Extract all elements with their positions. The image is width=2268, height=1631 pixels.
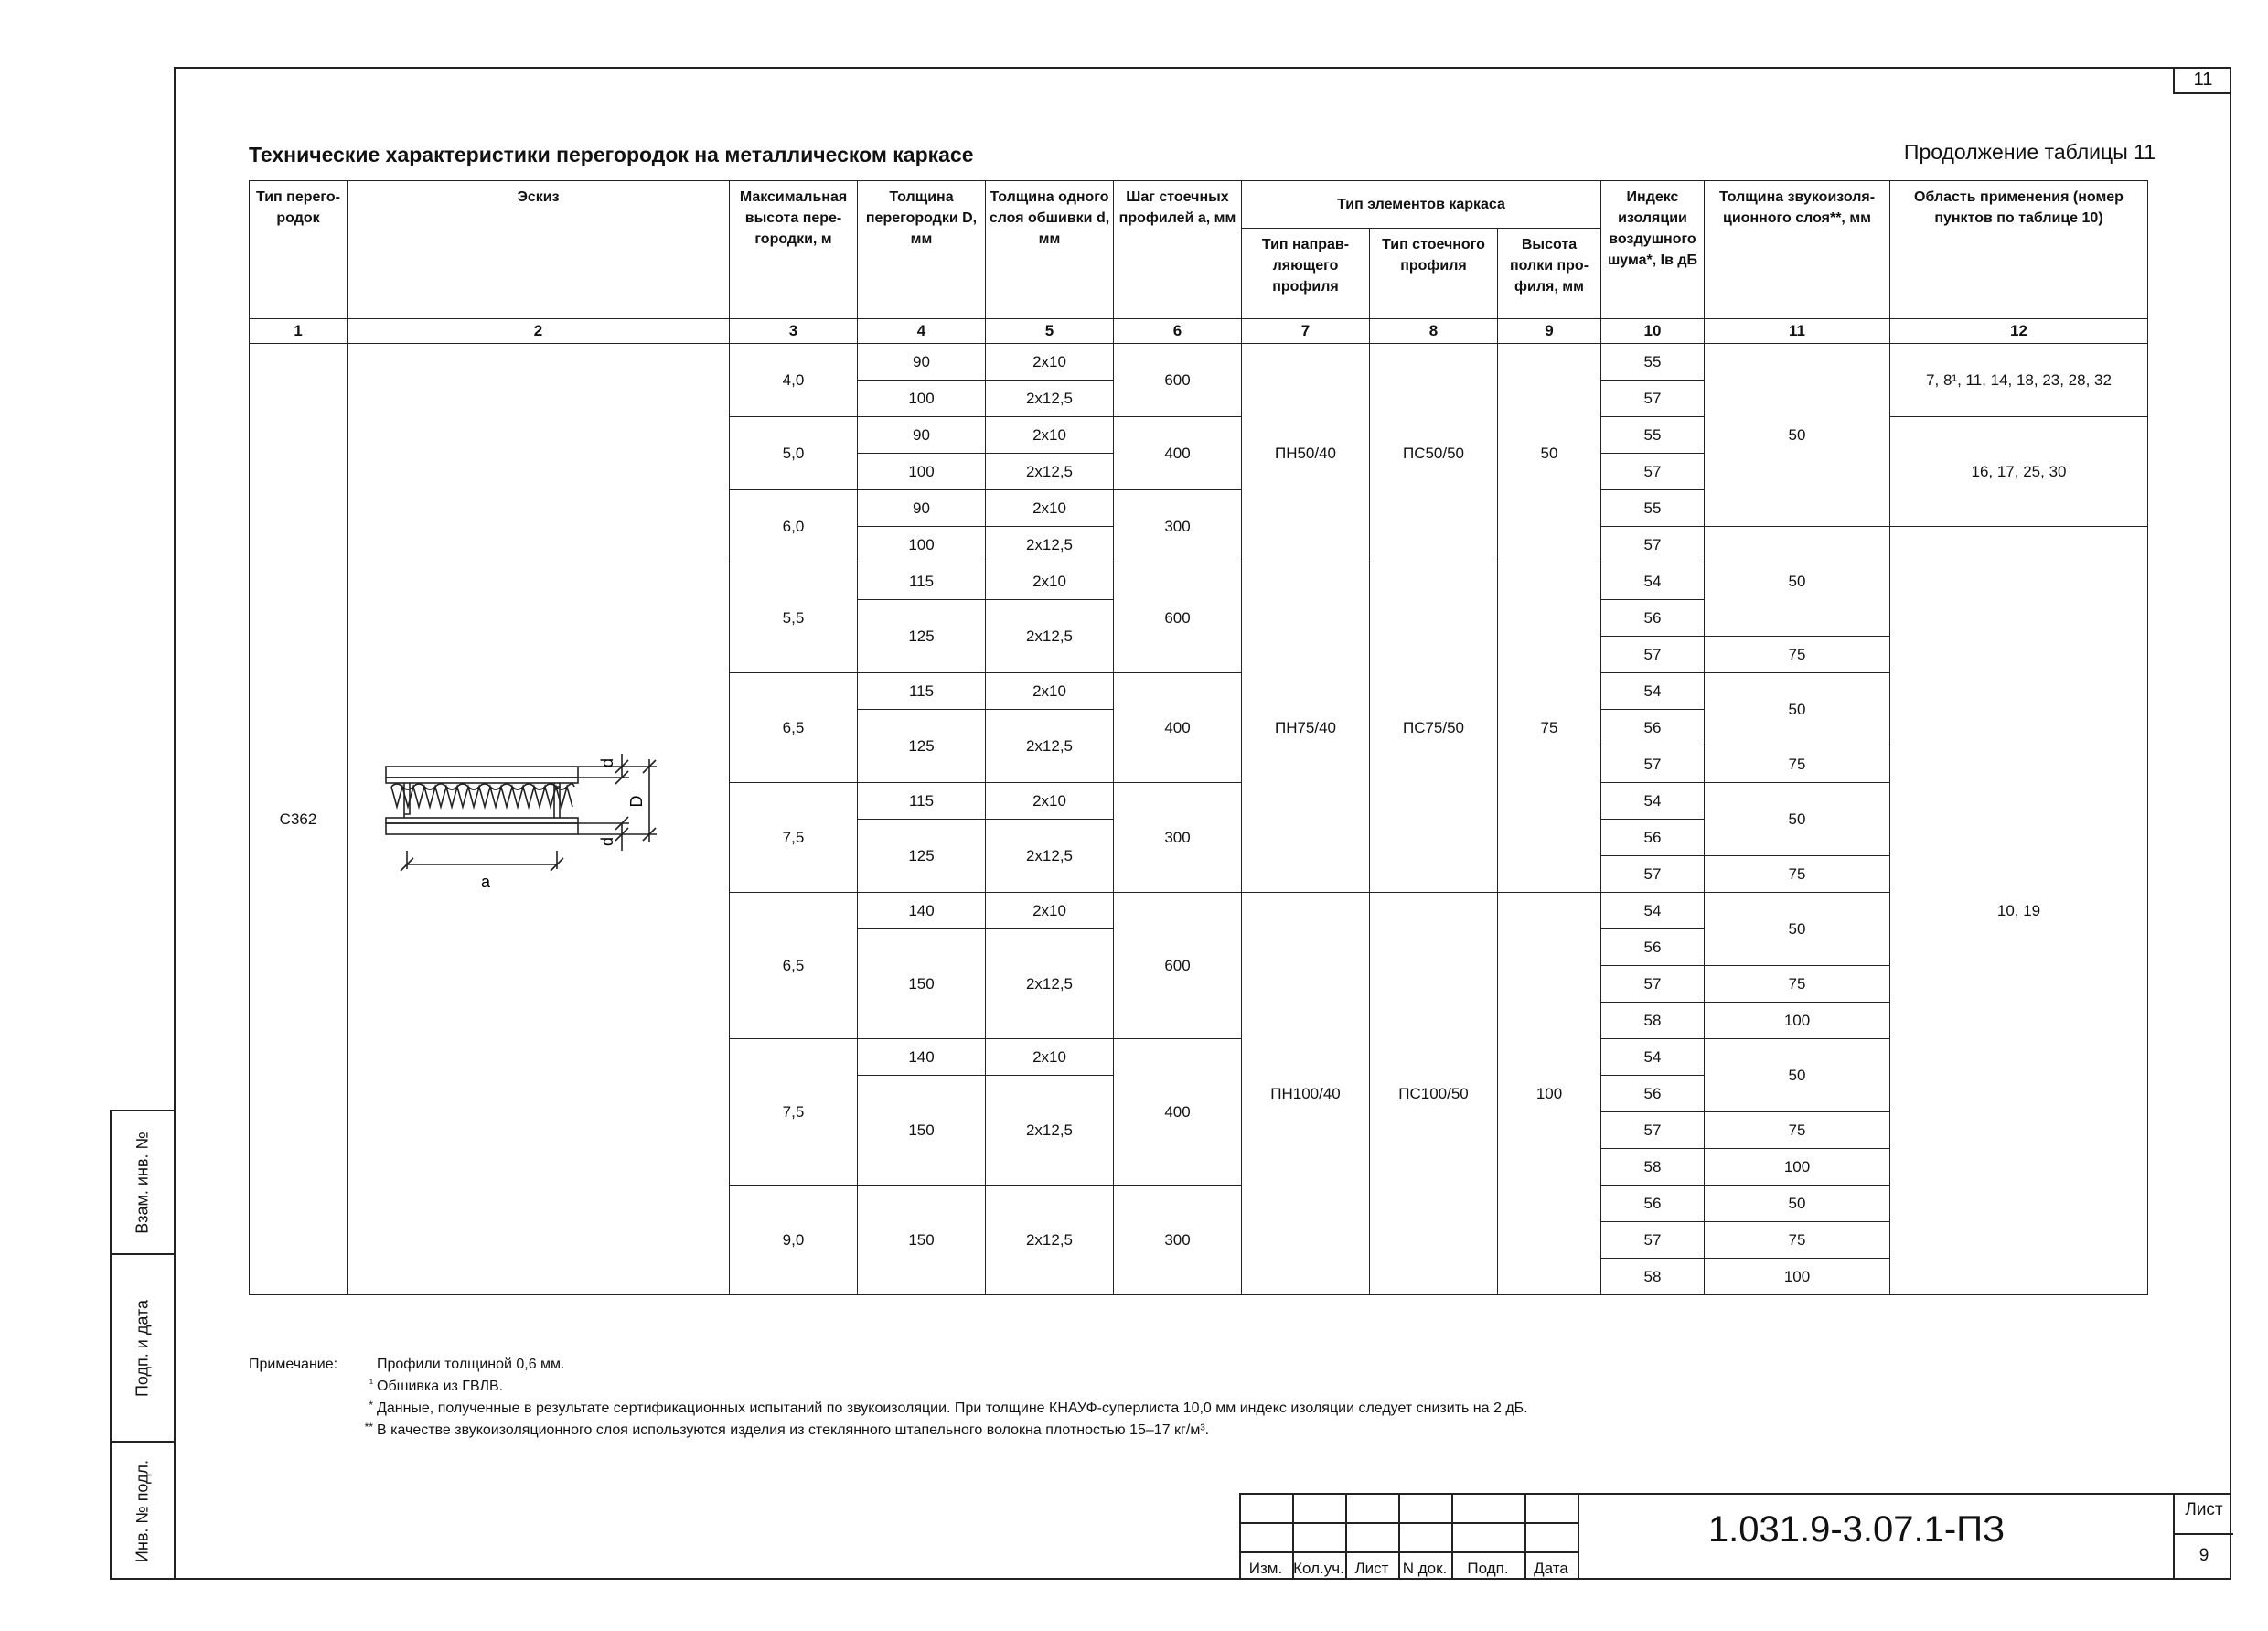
cell-flange: 100	[1498, 893, 1601, 1295]
cell-thickness: 100	[858, 454, 986, 490]
col-number: 2	[348, 319, 730, 344]
stamp-kol: Кол.уч.	[1293, 1560, 1344, 1577]
header-frame-elements: Тип элементов каркаса	[1242, 181, 1601, 229]
cell-insulation: 75	[1705, 1222, 1890, 1259]
cell-layer: 2х10	[986, 344, 1114, 381]
col-number: 12	[1890, 319, 2148, 344]
cell-insulation: 75	[1705, 1112, 1890, 1149]
cell-insulation: 100	[1705, 1003, 1890, 1039]
cell-insulation: 50	[1705, 344, 1890, 527]
cell-layer: 2х12,5	[986, 710, 1114, 783]
cell-height: 6,5	[730, 673, 858, 783]
cell-thickness: 90	[858, 417, 986, 454]
cell-layer: 2х12,5	[986, 527, 1114, 563]
dim-d-lines	[615, 754, 628, 851]
cell-layer: 2х10	[986, 893, 1114, 929]
cell-layer: 2х12,5	[986, 600, 1114, 673]
note-3	[369, 1398, 1528, 1420]
partition-type: С362	[250, 344, 348, 1295]
stamp-ndok: N док.	[1402, 1560, 1448, 1577]
stamp-podp: Подп.	[1467, 1560, 1509, 1577]
header-guide: Тип направ-ляющего профиля	[1242, 229, 1370, 319]
cell-thickness: 140	[858, 893, 986, 929]
cell-index: 54	[1601, 783, 1705, 820]
cell-thickness: 125	[858, 820, 986, 893]
cell-insulation: 50	[1705, 527, 1890, 637]
cell-index: 58	[1601, 1003, 1705, 1039]
cell-index: 57	[1601, 637, 1705, 673]
cell-insulation: 100	[1705, 1259, 1890, 1295]
cell-height: 7,5	[730, 783, 858, 893]
cell-index: 55	[1601, 417, 1705, 454]
cell-thickness: 100	[858, 527, 986, 563]
note-2-text: Обшивка из ГВЛВ.	[377, 1379, 504, 1394]
note-2	[369, 1376, 504, 1398]
cell-layer: 2х10	[986, 563, 1114, 600]
cell-index: 58	[1601, 1259, 1705, 1295]
side-label-podp: Подп. и дата	[133, 1299, 152, 1397]
cell-index: 57	[1601, 856, 1705, 893]
cell-thickness: 150	[858, 1186, 986, 1295]
col-number: 4	[858, 319, 986, 344]
cell-insulation: 75	[1705, 856, 1890, 893]
cell-height: 7,5	[730, 1039, 858, 1186]
header-type: Тип перего-родок	[250, 181, 348, 319]
cell-layer: 2х10	[986, 1039, 1114, 1076]
cell-index: 56	[1601, 1186, 1705, 1222]
col-number: 1	[250, 319, 348, 344]
cell-thickness: 90	[858, 490, 986, 527]
cell-flange: 75	[1498, 563, 1601, 893]
cell-pitch: 400	[1114, 1039, 1242, 1186]
left-side-strip	[110, 1110, 174, 1580]
cell-stud: ПС50/50	[1370, 344, 1498, 563]
cell-pitch: 600	[1114, 563, 1242, 673]
stamp-row-line	[1239, 1522, 1578, 1524]
cell-flange: 50	[1498, 344, 1601, 563]
board-top	[386, 767, 578, 778]
note-3-mark: *	[369, 1399, 373, 1411]
cell-index: 54	[1601, 563, 1705, 600]
cell-pitch: 400	[1114, 673, 1242, 783]
cell-scope: 10, 19	[1890, 527, 2148, 1295]
cell-layer: 2х10	[986, 490, 1114, 527]
cell-index: 56	[1601, 929, 1705, 966]
cell-thickness: 150	[858, 1076, 986, 1186]
note-1: Профили толщиной 0,6 мм.	[377, 1357, 565, 1372]
cell-index: 57	[1601, 1112, 1705, 1149]
stamp-list: Лист	[1354, 1560, 1389, 1577]
cell-index: 57	[1601, 966, 1705, 1003]
side-cell-podp	[112, 1255, 174, 1443]
col-number: 10	[1601, 319, 1705, 344]
sketch-label-d-top: d	[598, 757, 616, 768]
cell-insulation: 100	[1705, 1149, 1890, 1186]
cell-scope: 7, 8¹, 11, 14, 18, 23, 28, 32	[1890, 344, 2148, 417]
col-number: 5	[986, 319, 1114, 344]
cell-layer: 2х10	[986, 417, 1114, 454]
cell-thickness: 125	[858, 710, 986, 783]
cell-height: 5,5	[730, 563, 858, 673]
cell-index: 58	[1601, 1149, 1705, 1186]
cell-height: 4,0	[730, 344, 858, 417]
cell-thickness: 140	[858, 1039, 986, 1076]
cell-insulation: 75	[1705, 746, 1890, 783]
header-layer: Толщина одного слоя обшивки d, мм	[986, 181, 1114, 319]
sketch-label-d-bottom: d	[598, 836, 616, 847]
cell-insulation: 50	[1705, 783, 1890, 856]
cell-layer: 2х12,5	[986, 454, 1114, 490]
sketch-label-D: D	[627, 795, 646, 808]
stamp-top-line	[1239, 1493, 2231, 1495]
cell-guide: ПН75/40	[1242, 563, 1370, 893]
side-label-vzam: Взам. инв. №	[133, 1131, 152, 1234]
cell-index: 56	[1601, 820, 1705, 856]
board-bottom-inner	[386, 818, 578, 823]
cell-index: 56	[1601, 710, 1705, 746]
side-cell-inv	[112, 1443, 174, 1580]
note-3-text: Данные, полученные в результате сертификационных испытаний по звукоизоляции. При толщине КНАУФ-суперлиста 10,0 мм индекс изоляции следует снизить на 2 дБ.	[377, 1400, 1528, 1416]
cell-scope: 16, 17, 25, 30	[1890, 417, 2148, 527]
page-title: Технические характеристики перегородок на металлическом каркасе	[249, 143, 974, 166]
cell-layer: 2х12,5	[986, 1076, 1114, 1186]
header-flange: Высота полки про-филя, мм	[1498, 229, 1601, 319]
side-cell-vzam	[112, 1111, 174, 1255]
header-insulation: Толщина звукоизоля-ционного слоя**, мм	[1705, 181, 1890, 319]
document-number: 1.031.9-3.07.1-ПЗ	[1707, 1509, 2006, 1550]
cell-index: 57	[1601, 746, 1705, 783]
cell-thickness: 150	[858, 929, 986, 1039]
cell-layer: 2х12,5	[986, 1186, 1114, 1295]
cell-layer: 2х12,5	[986, 820, 1114, 893]
header-pitch: Шаг стоечных профилей a, мм	[1114, 181, 1242, 319]
cell-thickness: 90	[858, 344, 986, 381]
cell-stud: ПС75/50	[1370, 563, 1498, 893]
cell-insulation: 50	[1705, 673, 1890, 746]
cell-layer: 2х12,5	[986, 381, 1114, 417]
stamp-row-line	[1239, 1551, 1578, 1553]
col-number: 7	[1242, 319, 1370, 344]
cell-index: 57	[1601, 381, 1705, 417]
cell-index: 55	[1601, 344, 1705, 381]
cell-height: 5,0	[730, 417, 858, 490]
cell-index: 56	[1601, 1076, 1705, 1112]
cell-thickness: 125	[858, 600, 986, 673]
cell-index: 54	[1601, 1039, 1705, 1076]
header-stud: Тип стоечного профиля	[1370, 229, 1498, 319]
cell-layer: 2х10	[986, 673, 1114, 710]
board-top-inner	[386, 778, 578, 783]
cell-height: 9,0	[730, 1186, 858, 1295]
cell-pitch: 300	[1114, 783, 1242, 893]
table-continuation: Продолжение таблицы 11	[1903, 140, 2156, 164]
sheet-box-divider	[2175, 1533, 2233, 1535]
cell-thickness: 100	[858, 381, 986, 417]
col-number: 11	[1705, 319, 1890, 344]
col-number: 8	[1370, 319, 1498, 344]
cell-insulation: 50	[1705, 1039, 1890, 1112]
note-4	[364, 1420, 1210, 1442]
cell-index: 56	[1601, 600, 1705, 637]
top-sheet-number: 11	[2173, 67, 2231, 94]
cell-insulation: 50	[1705, 893, 1890, 966]
header-max-height: Максимальная высота пере-городки, м	[730, 181, 858, 319]
partition-sketch	[382, 750, 693, 896]
cell-guide: ПН100/40	[1242, 893, 1370, 1295]
sketch-label-a: a	[480, 873, 491, 891]
cell-thickness: 115	[858, 783, 986, 820]
cell-stud: ПС100/50	[1370, 893, 1498, 1295]
note-4-text: В качестве звукоизоляционного слоя используются изделия из стеклянного штапельного волокна плотностью 15–17 кг/м³.	[377, 1422, 1210, 1438]
stamp-data: Дата	[1534, 1560, 1568, 1577]
cell-guide: ПН50/40	[1242, 344, 1370, 563]
cell-height: 6,5	[730, 893, 858, 1039]
note-2-mark: ¹	[369, 1377, 373, 1390]
cell-index: 54	[1601, 893, 1705, 929]
col-number: 3	[730, 319, 858, 344]
side-label-inv: Инв. № подл.	[133, 1459, 152, 1563]
cell-pitch: 600	[1114, 893, 1242, 1039]
col-number: 9	[1498, 319, 1601, 344]
notes-label: Примечание:	[249, 1357, 338, 1372]
cell-height: 6,0	[730, 490, 858, 563]
header-index: Индекс изоляции воздушного шума*, Iв дБ	[1601, 181, 1705, 319]
spec-table	[249, 180, 2148, 1295]
header-scope: Область применения (номер пунктов по таблице 10)	[1890, 181, 2148, 319]
insulation-zigzag	[391, 787, 572, 807]
cell-insulation: 50	[1705, 1186, 1890, 1222]
dim-a-lines	[407, 851, 557, 869]
board-bottom	[386, 823, 578, 834]
note-4-mark: **	[364, 1421, 373, 1433]
header-sketch: Эскиз	[348, 181, 730, 319]
cell-index: 57	[1601, 527, 1705, 563]
cell-layer: 2х10	[986, 783, 1114, 820]
stamp-izm: Изм.	[1248, 1560, 1283, 1577]
insulation-wave	[391, 784, 574, 789]
cell-index: 54	[1601, 673, 1705, 710]
header-thickness: Толщина перегородки D, мм	[858, 181, 986, 319]
cell-layer: 2х12,5	[986, 929, 1114, 1039]
cell-insulation: 75	[1705, 637, 1890, 673]
cell-insulation: 75	[1705, 966, 1890, 1003]
col-number: 6	[1114, 319, 1242, 344]
sheet-number: 9	[2198, 1546, 2209, 1565]
cell-pitch: 300	[1114, 1186, 1242, 1295]
cell-index: 57	[1601, 454, 1705, 490]
cell-index: 55	[1601, 490, 1705, 527]
cell-pitch: 600	[1114, 344, 1242, 417]
cell-thickness: 115	[858, 563, 986, 600]
sheet-label: Лист	[2185, 1500, 2223, 1519]
sheet-box	[2173, 1493, 2233, 1580]
cell-thickness: 115	[858, 673, 986, 710]
cell-pitch: 300	[1114, 490, 1242, 563]
cell-index: 57	[1601, 1222, 1705, 1259]
cell-pitch: 400	[1114, 417, 1242, 490]
